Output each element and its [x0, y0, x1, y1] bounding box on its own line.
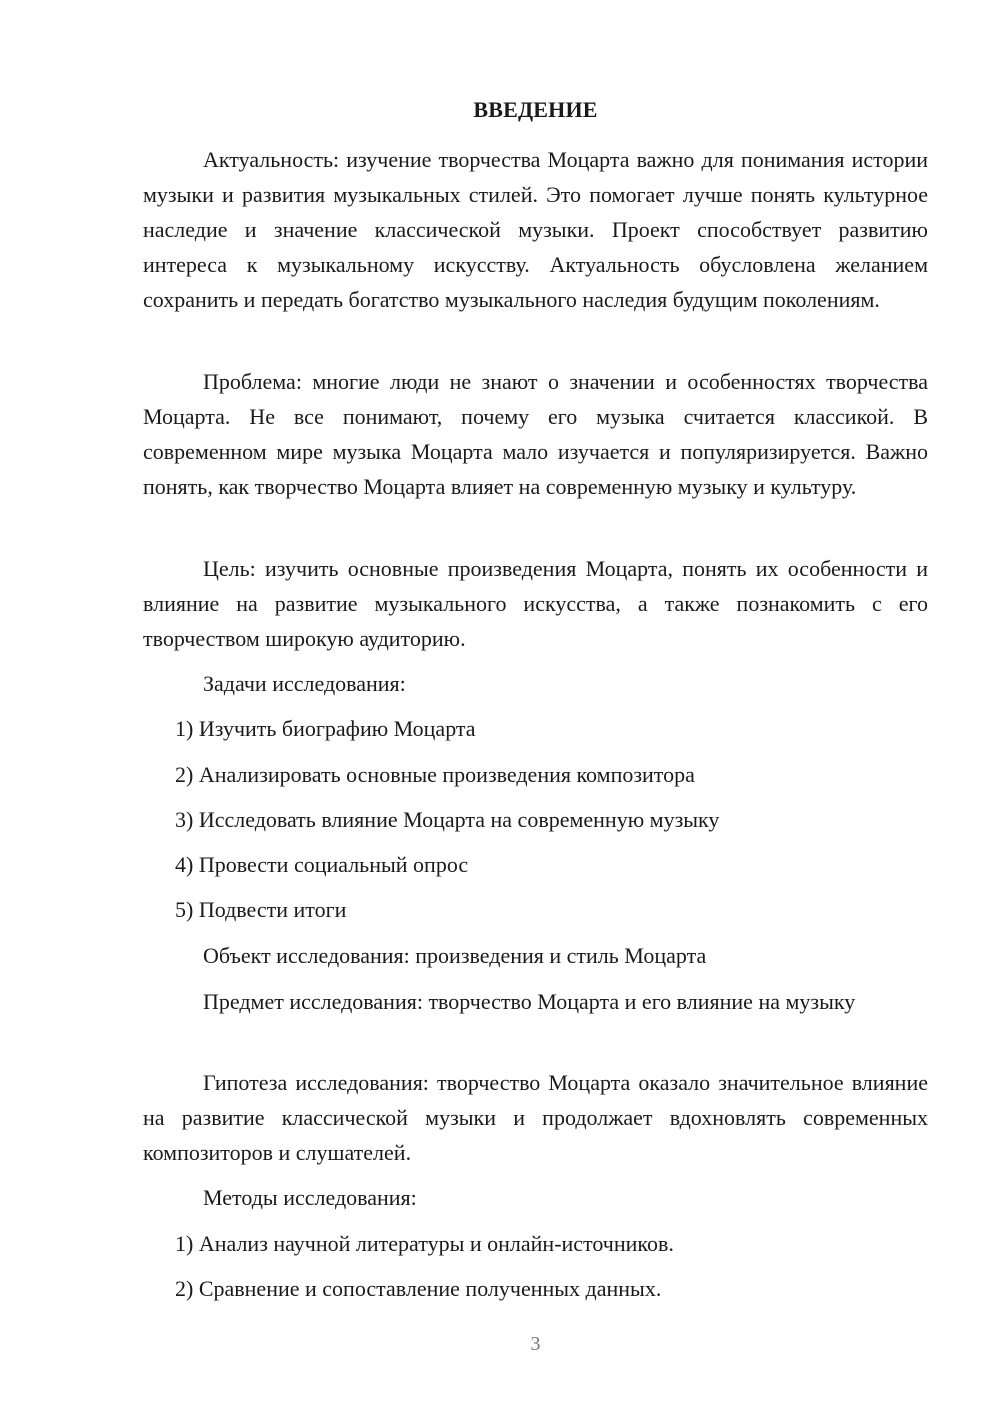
hypothesis-paragraph: Гипотеза исследования: творчество Моцарта оказало значительное влияние на развитие классической музыки и продолжает вдохновлять современных композиторов и слушателей. [143, 1070, 928, 1165]
task-item: 2) Анализировать основные произведения композитора [175, 762, 695, 787]
problem-paragraph: Проблема: многие люди не знают о значении и особенностях творчества Моцарта. Не все понимают, почему его музыка считается классикой. В современном мире музыка Моцарта мало изучается и популяризируется. Важно понять, как творчество Моцарта влияет на современную музыку и культуру. [143, 369, 928, 499]
object-paragraph: Объект исследования: произведения и стиль Моцарта [203, 943, 707, 968]
method-item: 2) Сравнение и сопоставление полученных данных. [175, 1276, 662, 1301]
page-number: 3 [530, 1333, 541, 1355]
subject-paragraph: Предмет исследования: творчество Моцарта и его влияние на музыку [203, 989, 856, 1014]
task-item: 5) Подвести итоги [175, 897, 347, 922]
document-page [143, 0, 928, 1414]
task-item: 3) Исследовать влияние Моцарта на современную музыку [175, 807, 720, 832]
task-item: 4) Провести социальный опрос [175, 852, 469, 877]
relevance-paragraph: Актуальность: изучение творчества Моцарта важно для понимания истории музыки и развития музыкальных стилей. Это помогает лучше понять культурное наследие и значение классической музыки. Проект способствует развитию интереса к музыкальному искусству. Актуальность обусловлена желанием сохранить и передать богатство музыкального наследия будущим поколениям. [143, 147, 928, 312]
method-item: 1) Анализ научной литературы и онлайн-источников. [175, 1231, 674, 1256]
methods-heading: Методы исследования: [203, 1185, 417, 1210]
goal-paragraph: Цель: изучить основные произведения Моцарта, понять их особенности и влияние на развитие музыкального искусства, а также познакомить с его творчеством широкую аудиторию. [143, 556, 928, 651]
task-item: 1) Изучить биографию Моцарта [175, 716, 476, 741]
page-title: ВВЕДЕНИЕ [473, 97, 598, 122]
tasks-heading: Задачи исследования: [203, 671, 406, 696]
